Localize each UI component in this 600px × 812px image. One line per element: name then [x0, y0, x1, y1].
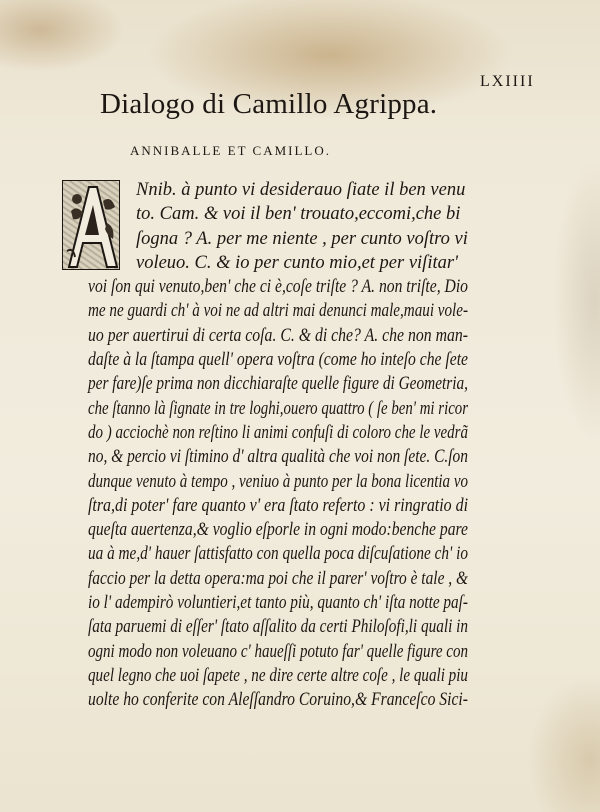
text-line: to. Cam. & voi il ben' trouato,eccomi,che bi: [136, 204, 461, 225]
text-line: ſata paruemi di eſſer' ſtato aſſalito da certi Philoſofi,li quali in: [88, 617, 468, 638]
dialogue-speakers-heading: ANNIBALLE ET CAMILLO.: [130, 143, 331, 158]
text-line: ſogna ? A. per me niente , per cunto voſtro vi: [136, 228, 468, 249]
text-line: voleuo. C. & io per cunto mio,et per viſitar': [136, 252, 459, 273]
text-line: faccio per la detta opera:ma poi che il parer' voſtro è tale , &: [88, 568, 468, 589]
text-line: voi ſon qui venuto,ben' che ci è,coſe triſte ? A. non triſte, Dio: [88, 277, 468, 298]
page-folio-number: LXIIII: [480, 73, 535, 90]
text-line: uolte ho conferite con Aleſſandro Coruino,& Franceſco Sici-: [88, 690, 468, 711]
text-line: daſte à la ſtampa quell' opera voſtra (come ho inteſo che ſete: [88, 350, 468, 371]
text-line: io l' adempirò voluntieri,et tanto più, quanto ch' iſta notte paſ-: [88, 593, 468, 614]
dialogue-body-text: [88, 178, 468, 713]
text-line: do ) acciochè non reſtino li animi confuſi di coloro che le vedrã: [88, 422, 468, 443]
text-line: che ſtanno là ſignate in tre loghi,ouero quattro ( ſe ben' mi ricor: [88, 398, 468, 419]
text-line: ſtra,di poter' fare quanto v' era ſtato referto : vi ringratio di: [88, 495, 468, 516]
text-line: dunque venuto à tempo , veniuo à punto per la bona licentia vo: [88, 471, 468, 492]
text-line: me ne guardi ch' à voi ne ad altri mai denunci male,maui vole-: [88, 301, 468, 322]
text-line: Nnib. à punto vi desiderauo ſiate il ben venu: [136, 180, 466, 200]
text-line: uo per auertirui di certa coſa. C. & di che? A. che non man-: [88, 325, 468, 346]
text-line: no, & percio vi ſtimino d' altra qualità che voi non ſete. C.ſon: [88, 447, 468, 468]
text-line: per fare)ſe prima non dicchiaraſte quelle figure di Geometria,: [88, 374, 468, 395]
text-line: ua à me,d' hauer ſattisfatto con quella poca diſcuſatione ch' io: [88, 544, 468, 565]
page-title: Dialogo di Camillo Agrippa.: [100, 88, 438, 120]
text-line: queſta auertenza,& voglio eſporle in ogni modo:benche pare: [88, 520, 468, 541]
text-line: ogni modo non voleuano c' haueſſi potuto far' quelle figure con: [88, 641, 468, 662]
text-line: quel legno che uoi ſapete , ne dire certe altre coſe , le quali piu: [88, 665, 468, 686]
